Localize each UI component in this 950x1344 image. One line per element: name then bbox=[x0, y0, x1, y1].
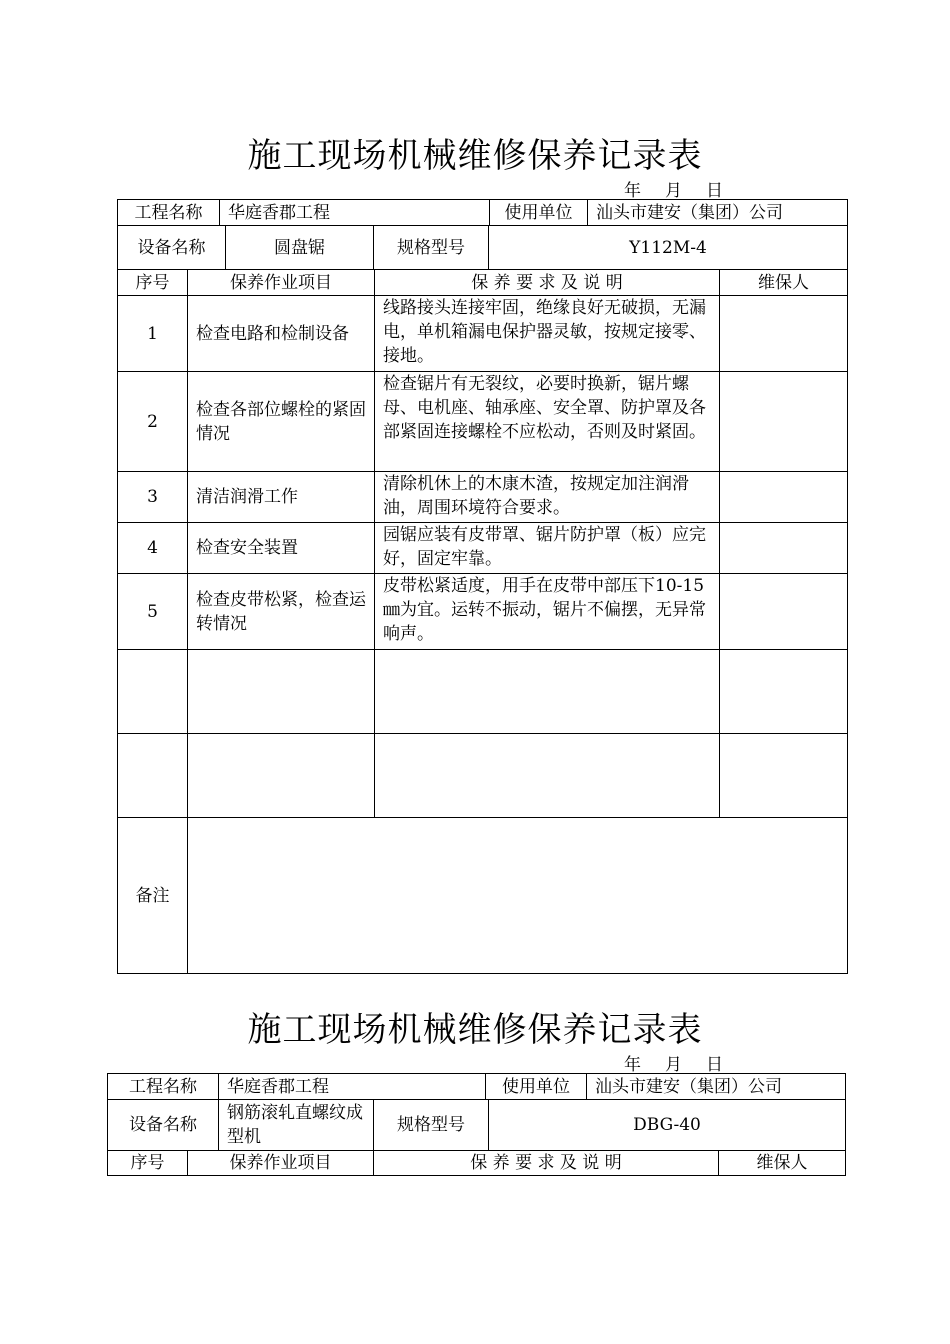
header-person: 维保人 bbox=[720, 270, 848, 296]
row-no: 4 bbox=[118, 523, 188, 574]
remarks-value bbox=[188, 818, 848, 974]
date-month: 月 bbox=[665, 1055, 684, 1075]
header-person: 维保人 bbox=[719, 1151, 846, 1176]
model-value: Y112M-4 bbox=[489, 226, 848, 270]
header-no: 序号 bbox=[118, 270, 188, 296]
date-day: 日 bbox=[706, 1055, 725, 1075]
empty-row bbox=[118, 650, 848, 734]
row-req: 清除机休上的木康木渣，按规定加注润滑油，周围环境符合要求。 bbox=[375, 472, 720, 523]
project-value: 华庭香郡工程 bbox=[220, 200, 490, 226]
record-header-table bbox=[117, 199, 848, 226]
row-item: 检查电路和检制设备 bbox=[188, 296, 375, 372]
date-year: 年 bbox=[624, 181, 643, 201]
row-req: 线路接头连接牢固，绝缘良好无破损，无漏电，单机箱漏电保护器灵敏，按规定接零、接地。 bbox=[375, 296, 720, 372]
table-row bbox=[118, 296, 848, 372]
date-day: 日 bbox=[706, 181, 725, 201]
date-line bbox=[624, 1050, 747, 1075]
form-title: 施工现场机械维修保养记录表 bbox=[247, 136, 703, 176]
row-person bbox=[720, 296, 848, 372]
unit-label: 使用单位 bbox=[486, 1074, 587, 1100]
row-item: 检查安全装置 bbox=[188, 523, 375, 574]
project-value: 华庭香郡工程 bbox=[219, 1074, 486, 1100]
header-req: 保 养 要 求 及 说 明 bbox=[374, 1151, 719, 1176]
equipment-value: 圆盘锯 bbox=[226, 226, 374, 270]
row-no: 5 bbox=[118, 574, 188, 650]
date-month: 月 bbox=[665, 181, 684, 201]
equipment-label: 设备名称 bbox=[118, 226, 226, 270]
row-item: 检查皮带松紧，检查运转情况 bbox=[188, 574, 375, 650]
date-year: 年 bbox=[624, 1055, 643, 1075]
header-item: 保养作业项目 bbox=[188, 1151, 374, 1176]
equipment-label: 设备名称 bbox=[108, 1100, 219, 1151]
row-person bbox=[720, 574, 848, 650]
model-label: 规格型号 bbox=[374, 1100, 489, 1151]
unit-value: 汕头市建安（集团）公司 bbox=[587, 1074, 846, 1100]
remarks-label: 备注 bbox=[118, 818, 188, 974]
table-row bbox=[118, 472, 848, 523]
project-label: 工程名称 bbox=[118, 200, 220, 226]
remarks-row bbox=[118, 818, 848, 974]
unit-value: 汕头市建安（集团）公司 bbox=[588, 200, 848, 226]
row-person bbox=[720, 523, 848, 574]
row-req: 园锯应装有皮带罩、锯片防护罩（板）应完好，固定牢靠。 bbox=[375, 523, 720, 574]
maintenance-table bbox=[117, 269, 848, 974]
row-item: 清洁润滑工作 bbox=[188, 472, 375, 523]
form-title: 施工现场机械维修保养记录表 bbox=[247, 1010, 703, 1050]
date-line bbox=[624, 176, 747, 201]
row-no: 3 bbox=[118, 472, 188, 523]
header-req: 保 养 要 求 及 说 明 bbox=[375, 270, 720, 296]
equipment-table bbox=[117, 225, 848, 270]
header-no: 序号 bbox=[108, 1151, 188, 1176]
row-person bbox=[720, 372, 848, 472]
project-label: 工程名称 bbox=[108, 1074, 219, 1100]
row-no: 2 bbox=[118, 372, 188, 472]
row-no: 1 bbox=[118, 296, 188, 372]
maintenance-table bbox=[107, 1150, 846, 1176]
record-header-table bbox=[107, 1073, 846, 1100]
row-item: 检查各部位螺栓的紧固情况 bbox=[188, 372, 375, 472]
model-value: DBG-40 bbox=[489, 1100, 846, 1151]
unit-label: 使用单位 bbox=[490, 200, 588, 226]
equipment-table bbox=[107, 1099, 846, 1151]
table-row bbox=[118, 523, 848, 574]
model-label: 规格型号 bbox=[374, 226, 489, 270]
table-row bbox=[118, 372, 848, 472]
row-req: 皮带松紧适度，用手在皮带中部压下10-15㎜为宜。运转不振动，锯片不偏摆，无异常响声。 bbox=[375, 574, 720, 650]
empty-row bbox=[118, 734, 848, 818]
header-item: 保养作业项目 bbox=[188, 270, 375, 296]
equipment-value: 钢筋滚轧直螺纹成型机 bbox=[219, 1100, 374, 1151]
row-person bbox=[720, 472, 848, 523]
table-row bbox=[118, 574, 848, 650]
row-req: 检查锯片有无裂纹，必要时换新，锯片螺母、电机座、轴承座、安全罩、防护罩及各部紧固连接螺栓不应松动，否则及时紧固。 bbox=[375, 372, 720, 472]
